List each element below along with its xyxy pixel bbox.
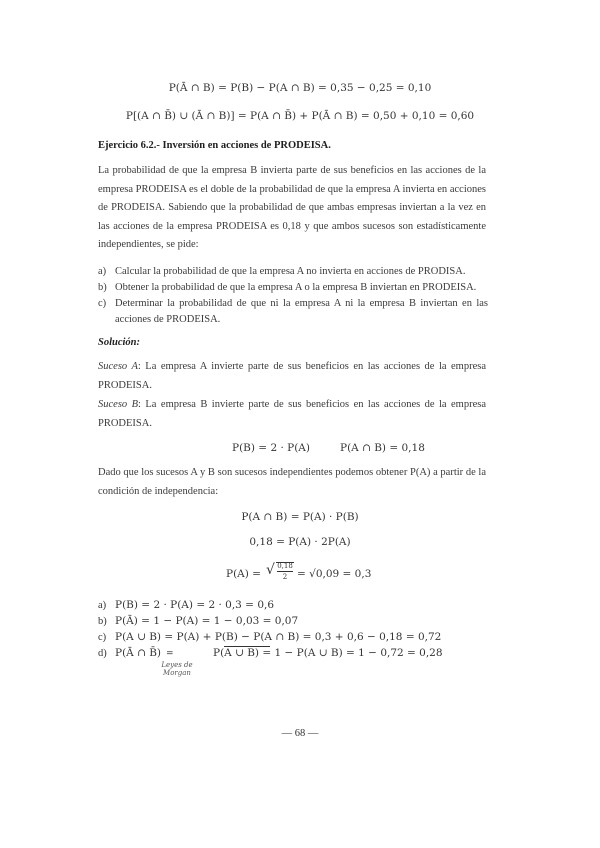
page-number: — 68 — xyxy=(281,728,319,739)
answer-d-left: P(Ā ∩ B̄) xyxy=(115,647,162,659)
event-b-label: Suceso B xyxy=(98,399,139,410)
event-a-text: : La empresa A invierte parte de sus beneficios en las acciones de la empresa PRODEISA. xyxy=(98,361,486,391)
item-text: Obtener la probabilidad de que la empresa A o la empresa B inviertan en PRODEISA. xyxy=(115,282,477,293)
exercise-item-a xyxy=(98,264,488,280)
given-equation-pb: P(B) = 2 · P(A) xyxy=(232,442,310,454)
answer-marker: c) xyxy=(98,632,107,643)
answer-text: P(A ∪ B) = P(A) + P(B) − P(A ∩ B) = 0,3 + 0,6 − 0,18 = 0,72 xyxy=(115,631,442,643)
event-a-label: Suceso A xyxy=(98,361,138,372)
answer-d-equals: = xyxy=(166,649,174,659)
event-a-description xyxy=(98,358,486,395)
event-b-description xyxy=(98,396,486,433)
given-equation-intersection: P(A ∩ B) = 0,18 xyxy=(340,442,425,454)
equation-symmetric-difference: P[(A ∩ B̄) ∪ (Ā ∩ B)] = P(A ∩ B̄) + P(Ā ∩ B) = 0,50 + 0,10 = 0,60 xyxy=(125,110,475,122)
answer-marker: b) xyxy=(98,616,107,627)
answer-text: P(B) = 2 · P(A) = 2 · 0,3 = 0,6 xyxy=(115,599,275,611)
item-marker: c) xyxy=(98,298,107,309)
equation-complement-intersection: P(Ā ∩ B) = P(B) − P(A ∩ B) = 0,35 − 0,25 = 0,10 xyxy=(168,82,432,94)
answer-text: P(Ā) = 1 − P(A) = 1 − 0,03 = 0,07 xyxy=(115,615,299,627)
item-text: Calcular la probabilidad de que la empresa A no invierta en acciones de PRODISA. xyxy=(115,266,466,277)
equation-pa-right: = √0,09 = 0,3 xyxy=(297,568,372,580)
item-marker: b) xyxy=(98,282,107,293)
equation-substitution: 0,18 = P(A) · 2P(A) xyxy=(249,536,351,548)
fraction-numerator: 0,18 xyxy=(277,562,293,570)
overline-mark xyxy=(224,646,270,647)
exercise-item-b xyxy=(98,280,488,296)
fraction-denominator: 2 xyxy=(282,573,288,581)
item-text: Determinar la probabilidad de que ni la empresa A ni la empresa B inviertan en las acciones de PRODEISA. xyxy=(115,298,488,325)
answer-a xyxy=(98,599,274,611)
item-marker: a) xyxy=(98,266,107,277)
de-morgan-note: Leyes de Morgan xyxy=(161,661,193,677)
solution-heading: Solución: xyxy=(98,337,141,348)
equation-independence: P(A ∩ B) = P(A) · P(B) xyxy=(241,511,359,523)
answer-b xyxy=(98,615,298,627)
independence-text: Dado que los sucesos A y B son sucesos independientes podemos obtener P(A) a partir de la condición de independencia: xyxy=(98,467,486,497)
equation-pa-left: P(A) = xyxy=(226,568,261,580)
answer-d-right: P(A ∪ B) = 1 − P(A ∪ B) = 1 − 0,72 = 0,28 xyxy=(213,647,443,659)
answer-marker: d) xyxy=(98,648,107,659)
exercise-title: Ejercicio 6.2.- Inversión en acciones de PRODEISA. xyxy=(98,140,331,151)
answer-c xyxy=(98,631,441,643)
answer-marker: a) xyxy=(98,600,107,611)
exercise-statement: La probabilidad de que la empresa B invierta parte de sus beneficios en las acciones de la empresa PRODEISA es el doble de la probabilidad de que la empresa A invierta en acciones de PRODEISA. Sabiendo que la probabilidad de que ambas empresas inviertan a la vez en las acciones de la empresa PRODEISA es 0,18 y que ambos sucesos son estadísticamente independientes, se pide: xyxy=(98,165,486,251)
exercise-item-c xyxy=(98,296,488,328)
answer-d xyxy=(98,647,498,681)
sqrt-icon: √ xyxy=(266,562,275,578)
event-b-text: : La empresa B invierte parte de sus beneficios en las acciones de la empresa PRODEISA. xyxy=(98,399,487,429)
